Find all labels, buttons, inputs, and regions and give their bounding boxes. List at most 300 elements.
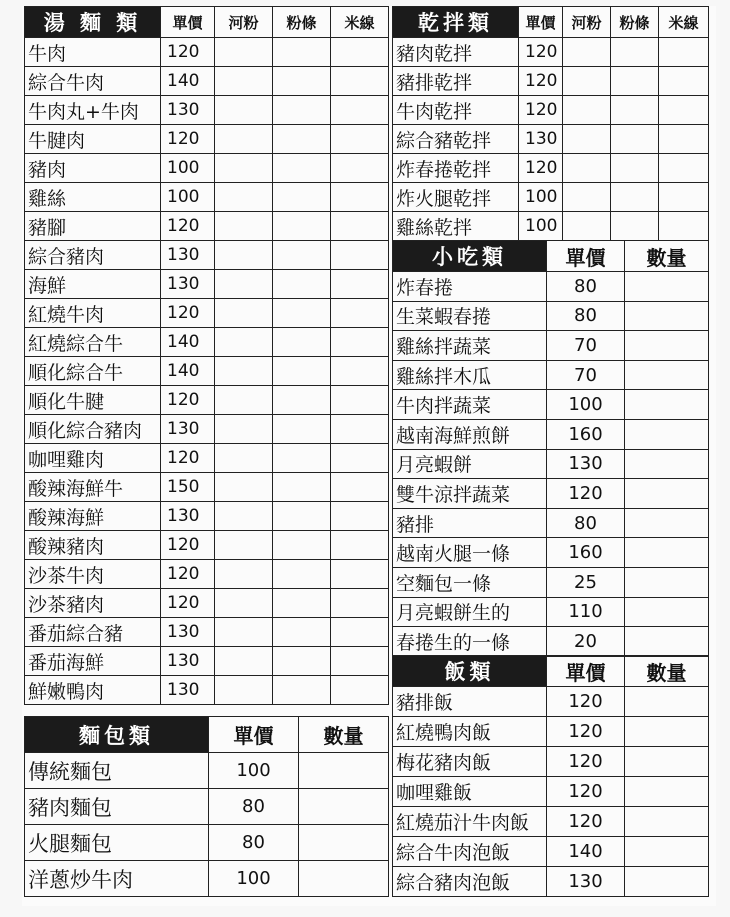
snack-entry-cell[interactable]	[625, 449, 709, 479]
soup-entry-cell[interactable]	[273, 357, 331, 386]
rice-entry-cell[interactable]	[625, 747, 709, 777]
dry-item-row	[393, 154, 709, 183]
snack-item-price: 70	[547, 331, 625, 361]
soup-entry-cell[interactable]	[331, 38, 389, 67]
dry-item-row	[393, 212, 709, 241]
snack-item-row	[393, 479, 709, 509]
dry-entry-cell[interactable]	[611, 183, 659, 212]
dry-entry-cell[interactable]	[611, 125, 659, 154]
snack-item-name: 月亮蝦餅	[393, 449, 547, 479]
soup-entry-cell[interactable]	[215, 589, 273, 618]
soup-item-price: 140	[161, 328, 215, 357]
dry-section-title: 乾拌類	[393, 7, 519, 38]
rice-item-price: 120	[547, 777, 625, 807]
rice-item-price: 130	[547, 867, 625, 897]
soup-item-price: 130	[161, 415, 215, 444]
dry-hefen-header: 河粉	[563, 7, 611, 38]
soup-item-row	[25, 357, 389, 386]
soup-section-title: 湯 麵 類	[25, 7, 161, 38]
soup-item-price: 100	[161, 183, 215, 212]
dry-entry-cell[interactable]	[659, 38, 709, 67]
soup-entry-cell[interactable]	[331, 473, 389, 502]
bread-item-price: 100	[209, 753, 299, 789]
snack-entry-cell[interactable]	[625, 508, 709, 538]
rice-item-price: 120	[547, 717, 625, 747]
soup-item-row	[25, 67, 389, 96]
soup-item-name: 鮮嫩鴨肉	[25, 676, 161, 705]
dry-item-price: 120	[519, 67, 563, 96]
soup-entry-cell[interactable]	[273, 241, 331, 270]
rice-item-row	[393, 687, 709, 717]
snack-item-name: 生菜蝦春捲	[393, 301, 547, 331]
snack-item-name: 月亮蝦餅生的	[393, 597, 547, 627]
soup-entry-cell[interactable]	[215, 67, 273, 96]
bread-price-header: 單價	[209, 717, 299, 753]
dry-entry-cell[interactable]	[563, 212, 611, 241]
soup-item-name: 順化綜合牛	[25, 357, 161, 386]
snack-entry-cell[interactable]	[625, 331, 709, 361]
snack-item-price: 80	[547, 272, 625, 302]
soup-entry-cell[interactable]	[331, 357, 389, 386]
soup-item-name: 酸辣海鮮牛	[25, 473, 161, 502]
soup-entry-cell[interactable]	[215, 328, 273, 357]
soup-item-name: 豬腳	[25, 212, 161, 241]
dry-item-name: 綜合豬乾拌	[393, 125, 519, 154]
snack-item-price: 100	[547, 390, 625, 420]
soup-item-row	[25, 560, 389, 589]
dry-entry-cell[interactable]	[659, 212, 709, 241]
soup-item-name: 紅燒牛肉	[25, 299, 161, 328]
soup-item-row	[25, 241, 389, 270]
rice-item-row	[393, 747, 709, 777]
rice-item-name: 咖哩雞飯	[393, 777, 547, 807]
soup-item-price: 130	[161, 241, 215, 270]
dry-item-name: 炸春捲乾拌	[393, 154, 519, 183]
dry-entry-cell[interactable]	[659, 125, 709, 154]
dry-item-row	[393, 183, 709, 212]
snack-item-name: 雞絲拌木瓜	[393, 360, 547, 390]
snack-section-title: 小吃類	[393, 241, 547, 272]
soup-entry-cell[interactable]	[273, 183, 331, 212]
snack-item-price: 70	[547, 360, 625, 390]
soup-entry-cell[interactable]	[215, 299, 273, 328]
rice-item-name: 綜合牛肉泡飯	[393, 837, 547, 867]
dry-entry-cell[interactable]	[659, 67, 709, 96]
snack-entry-cell[interactable]	[625, 360, 709, 390]
dry-item-name: 炸火腿乾拌	[393, 183, 519, 212]
bread-item-row	[25, 825, 389, 861]
soup-item-name: 牛肉	[25, 38, 161, 67]
soup-entry-cell[interactable]	[273, 386, 331, 415]
soup-item-price: 130	[161, 647, 215, 676]
soup-item-name: 番茄海鮮	[25, 647, 161, 676]
bread-entry-cell[interactable]	[299, 861, 389, 897]
snack-entry-cell[interactable]	[625, 390, 709, 420]
dry-item-price: 130	[519, 125, 563, 154]
soup-entry-cell[interactable]	[273, 212, 331, 241]
dry-item-price: 100	[519, 212, 563, 241]
soup-entry-cell[interactable]	[273, 502, 331, 531]
dry-price-header: 單價	[519, 7, 563, 38]
snack-item-row	[393, 567, 709, 597]
rice-item-price: 120	[547, 747, 625, 777]
rice-price-header: 單價	[547, 656, 625, 687]
dry-item-price: 100	[519, 183, 563, 212]
soup-entry-cell[interactable]	[331, 502, 389, 531]
snack-item-price: 25	[547, 567, 625, 597]
soup-item-price: 120	[161, 212, 215, 241]
soup-item-name: 沙茶牛肉	[25, 560, 161, 589]
soup-entry-cell[interactable]	[331, 531, 389, 560]
soup-entry-cell[interactable]	[331, 241, 389, 270]
snack-item-name: 豬排	[393, 508, 547, 538]
soup-item-row	[25, 154, 389, 183]
snack-item-name: 雞絲拌蔬菜	[393, 331, 547, 361]
soup-entry-cell[interactable]	[215, 38, 273, 67]
soup-item-row	[25, 125, 389, 154]
snack-item-name: 牛肉拌蔬菜	[393, 390, 547, 420]
bread-item-row	[25, 789, 389, 825]
bread-item-row	[25, 861, 389, 897]
soup-entry-cell[interactable]	[215, 560, 273, 589]
snack-item-name: 雙牛涼拌蔬菜	[393, 479, 547, 509]
soup-entry-cell[interactable]	[331, 183, 389, 212]
soup-entry-cell[interactable]	[215, 676, 273, 705]
rice-item-name: 紅燒鴨肉飯	[393, 717, 547, 747]
soup-item-name: 咖哩雞肉	[25, 444, 161, 473]
snack-item-row	[393, 419, 709, 449]
dry-item-row	[393, 125, 709, 154]
dry-item-price: 120	[519, 96, 563, 125]
soup-item-row	[25, 502, 389, 531]
dry-entry-cell[interactable]	[659, 96, 709, 125]
soup-item-price: 130	[161, 618, 215, 647]
soup-item-name: 綜合牛肉	[25, 67, 161, 96]
soup-entry-cell[interactable]	[215, 96, 273, 125]
soup-item-price: 140	[161, 67, 215, 96]
soup-item-row	[25, 299, 389, 328]
soup-entry-cell[interactable]	[273, 96, 331, 125]
snack-item-price: 160	[547, 538, 625, 568]
snack-item-name: 空麵包一條	[393, 567, 547, 597]
soup-item-name: 順化綜合豬肉	[25, 415, 161, 444]
soup-entry-cell[interactable]	[273, 328, 331, 357]
snack-entry-cell[interactable]	[625, 479, 709, 509]
soup-item-row	[25, 444, 389, 473]
rice-entry-cell[interactable]	[625, 777, 709, 807]
snack-header-row	[393, 241, 709, 272]
bread-table	[24, 716, 389, 897]
bread-section-title: 麵包類	[25, 717, 209, 753]
soup-price-header: 單價	[161, 7, 215, 38]
snack-entry-cell[interactable]	[625, 627, 709, 657]
bread-entry-cell[interactable]	[299, 789, 389, 825]
soup-entry-cell[interactable]	[331, 415, 389, 444]
soup-item-name: 海鮮	[25, 270, 161, 299]
dry-entry-cell[interactable]	[563, 96, 611, 125]
soup-entry-cell[interactable]	[215, 386, 273, 415]
soup-item-name: 酸辣豬肉	[25, 531, 161, 560]
snack-item-price: 80	[547, 301, 625, 331]
soup-entry-cell[interactable]	[331, 212, 389, 241]
snack-item-row	[393, 597, 709, 627]
snack-table	[392, 240, 709, 657]
rice-item-price: 120	[547, 687, 625, 717]
soup-entry-cell[interactable]	[215, 647, 273, 676]
rice-entry-cell[interactable]	[625, 837, 709, 867]
rice-item-name: 梅花豬肉飯	[393, 747, 547, 777]
soup-item-price: 100	[161, 154, 215, 183]
rice-item-price: 140	[547, 837, 625, 867]
snack-item-price: 20	[547, 627, 625, 657]
soup-entry-cell[interactable]	[215, 154, 273, 183]
soup-item-price: 120	[161, 560, 215, 589]
soup-entry-cell[interactable]	[331, 299, 389, 328]
soup-entry-cell[interactable]	[273, 589, 331, 618]
soup-item-name: 牛腱肉	[25, 125, 161, 154]
bread-item-price: 100	[209, 861, 299, 897]
soup-item-row	[25, 473, 389, 502]
soup-entry-cell[interactable]	[273, 415, 331, 444]
soup-entry-cell[interactable]	[273, 618, 331, 647]
soup-entry-cell[interactable]	[215, 270, 273, 299]
dry-item-row	[393, 38, 709, 67]
soup-entry-cell[interactable]	[273, 154, 331, 183]
soup-item-row	[25, 618, 389, 647]
soup-entry-cell[interactable]	[273, 531, 331, 560]
rice-entry-cell[interactable]	[625, 807, 709, 837]
bread-entry-cell[interactable]	[299, 753, 389, 789]
snack-item-price: 120	[547, 479, 625, 509]
snack-price-header: 單價	[547, 241, 625, 272]
soup-entry-cell[interactable]	[273, 560, 331, 589]
soup-entry-cell[interactable]	[273, 473, 331, 502]
soup-item-row	[25, 531, 389, 560]
soup-item-name: 沙茶豬肉	[25, 589, 161, 618]
soup-entry-cell[interactable]	[215, 212, 273, 241]
soup-entry-cell[interactable]	[215, 241, 273, 270]
soup-entry-cell[interactable]	[215, 618, 273, 647]
soup-entry-cell[interactable]	[331, 676, 389, 705]
rice-qty-header: 數量	[625, 656, 709, 687]
soup-entry-cell[interactable]	[273, 444, 331, 473]
soup-item-price: 150	[161, 473, 215, 502]
soup-entry-cell[interactable]	[331, 589, 389, 618]
soup-item-price: 130	[161, 502, 215, 531]
soup-item-row	[25, 38, 389, 67]
soup-item-row	[25, 96, 389, 125]
bread-item-name: 洋蔥炒牛肉	[25, 861, 209, 897]
soup-entry-cell[interactable]	[215, 415, 273, 444]
dry-entry-cell[interactable]	[611, 96, 659, 125]
soup-entry-cell[interactable]	[273, 67, 331, 96]
snack-item-row	[393, 272, 709, 302]
snack-entry-cell[interactable]	[625, 419, 709, 449]
rice-item-row	[393, 867, 709, 897]
snack-item-price: 80	[547, 508, 625, 538]
rice-entry-cell[interactable]	[625, 687, 709, 717]
rice-item-price: 120	[547, 807, 625, 837]
dry-entry-cell[interactable]	[611, 38, 659, 67]
snack-item-price: 130	[547, 449, 625, 479]
soup-item-name: 順化牛腱	[25, 386, 161, 415]
dry-entry-cell[interactable]	[563, 67, 611, 96]
snack-item-row	[393, 508, 709, 538]
soup-item-price: 140	[161, 357, 215, 386]
rice-item-name: 綜合豬肉泡飯	[393, 867, 547, 897]
soup-item-row	[25, 589, 389, 618]
snack-item-row	[393, 449, 709, 479]
bread-item-name: 豬肉麵包	[25, 789, 209, 825]
dry-item-name: 豬肉乾拌	[393, 38, 519, 67]
bread-item-price: 80	[209, 825, 299, 861]
soup-entry-cell[interactable]	[331, 444, 389, 473]
snack-entry-cell[interactable]	[625, 538, 709, 568]
soup-entry-cell[interactable]	[215, 502, 273, 531]
soup-item-row	[25, 647, 389, 676]
rice-entry-cell[interactable]	[625, 867, 709, 897]
dry-entry-cell[interactable]	[563, 38, 611, 67]
snack-item-row	[393, 301, 709, 331]
soup-item-row	[25, 212, 389, 241]
soup-item-name: 紅燒綜合牛	[25, 328, 161, 357]
bread-item-row	[25, 753, 389, 789]
soup-entry-cell[interactable]	[331, 386, 389, 415]
soup-hefen-header: 河粉	[215, 7, 273, 38]
rice-item-row	[393, 807, 709, 837]
soup-item-price: 120	[161, 531, 215, 560]
soup-entry-cell[interactable]	[273, 676, 331, 705]
soup-item-price: 130	[161, 270, 215, 299]
soup-entry-cell[interactable]	[273, 647, 331, 676]
soup-entry-cell[interactable]	[273, 38, 331, 67]
bread-qty-header: 數量	[299, 717, 389, 753]
rice-item-row	[393, 717, 709, 747]
rice-section-title: 飯類	[393, 656, 547, 687]
soup-item-row	[25, 328, 389, 357]
bread-entry-cell[interactable]	[299, 825, 389, 861]
soup-entry-cell[interactable]	[215, 531, 273, 560]
dry-item-name: 牛肉乾拌	[393, 96, 519, 125]
soup-item-price: 120	[161, 444, 215, 473]
soup-entry-cell[interactable]	[331, 154, 389, 183]
soup-item-price: 120	[161, 38, 215, 67]
soup-item-name: 豬肉	[25, 154, 161, 183]
dry-entry-cell[interactable]	[563, 183, 611, 212]
soup-item-price: 120	[161, 125, 215, 154]
snack-item-row	[393, 360, 709, 390]
soup-entry-cell[interactable]	[215, 357, 273, 386]
dry-mixian-header: 米線	[659, 7, 709, 38]
snack-item-name: 越南火腿一條	[393, 538, 547, 568]
soup-header-row	[25, 7, 389, 38]
snack-item-row	[393, 331, 709, 361]
soup-item-price: 120	[161, 386, 215, 415]
snack-item-row	[393, 627, 709, 657]
dry-item-row	[393, 67, 709, 96]
rice-item-row	[393, 837, 709, 867]
soup-entry-cell[interactable]	[331, 96, 389, 125]
soup-item-name: 牛肉丸+牛肉	[25, 96, 161, 125]
soup-noodle-table	[24, 6, 389, 705]
soup-entry-cell[interactable]	[331, 328, 389, 357]
soup-entry-cell[interactable]	[331, 270, 389, 299]
soup-item-name: 番茄綜合豬	[25, 618, 161, 647]
snack-item-row	[393, 538, 709, 568]
soup-entry-cell[interactable]	[331, 618, 389, 647]
dry-item-name: 雞絲乾拌	[393, 212, 519, 241]
snack-qty-header: 數量	[625, 241, 709, 272]
snack-item-row	[393, 390, 709, 420]
soup-entry-cell[interactable]	[273, 125, 331, 154]
soup-entry-cell[interactable]	[331, 560, 389, 589]
snack-entry-cell[interactable]	[625, 272, 709, 302]
dry-noodle-table	[392, 6, 709, 241]
snack-entry-cell[interactable]	[625, 597, 709, 627]
rice-item-name: 紅燒茄汁牛肉飯	[393, 807, 547, 837]
soup-entry-cell[interactable]	[331, 647, 389, 676]
soup-item-price: 120	[161, 589, 215, 618]
bread-header-row	[25, 717, 389, 753]
snack-item-name: 炸春捲	[393, 272, 547, 302]
dry-entry-cell[interactable]	[659, 183, 709, 212]
soup-entry-cell[interactable]	[273, 270, 331, 299]
soup-entry-cell[interactable]	[215, 473, 273, 502]
snack-entry-cell[interactable]	[625, 567, 709, 597]
dry-item-price: 120	[519, 154, 563, 183]
rice-entry-cell[interactable]	[625, 717, 709, 747]
bread-item-price: 80	[209, 789, 299, 825]
snack-item-price: 110	[547, 597, 625, 627]
soup-item-row	[25, 676, 389, 705]
dry-item-row	[393, 96, 709, 125]
snack-item-name: 越南海鮮煎餅	[393, 419, 547, 449]
dry-entry-cell[interactable]	[611, 154, 659, 183]
rice-item-name: 豬排飯	[393, 687, 547, 717]
rice-header-row	[393, 656, 709, 687]
rice-item-row	[393, 777, 709, 807]
dry-header-row	[393, 7, 709, 38]
snack-item-name: 春捲生的一條	[393, 627, 547, 657]
snack-item-price: 160	[547, 419, 625, 449]
bread-item-name: 火腿麵包	[25, 825, 209, 861]
soup-entry-cell[interactable]	[215, 183, 273, 212]
snack-entry-cell[interactable]	[625, 301, 709, 331]
soup-item-name: 雞絲	[25, 183, 161, 212]
dry-item-name: 豬排乾拌	[393, 67, 519, 96]
dry-entry-cell[interactable]	[611, 212, 659, 241]
dry-entry-cell[interactable]	[611, 67, 659, 96]
soup-item-row	[25, 386, 389, 415]
dry-entry-cell[interactable]	[563, 125, 611, 154]
dry-entry-cell[interactable]	[563, 154, 611, 183]
dry-item-price: 120	[519, 38, 563, 67]
soup-entry-cell[interactable]	[215, 125, 273, 154]
soup-item-price: 130	[161, 676, 215, 705]
soup-entry-cell[interactable]	[331, 125, 389, 154]
soup-entry-cell[interactable]	[331, 67, 389, 96]
soup-item-name: 綜合豬肉	[25, 241, 161, 270]
soup-item-row	[25, 270, 389, 299]
soup-item-row	[25, 183, 389, 212]
dry-fentiao-header: 粉條	[611, 7, 659, 38]
soup-item-price: 130	[161, 96, 215, 125]
soup-item-name: 酸辣海鮮	[25, 502, 161, 531]
soup-entry-cell[interactable]	[273, 299, 331, 328]
dry-entry-cell[interactable]	[659, 154, 709, 183]
soup-entry-cell[interactable]	[215, 444, 273, 473]
bread-item-name: 傳統麵包	[25, 753, 209, 789]
